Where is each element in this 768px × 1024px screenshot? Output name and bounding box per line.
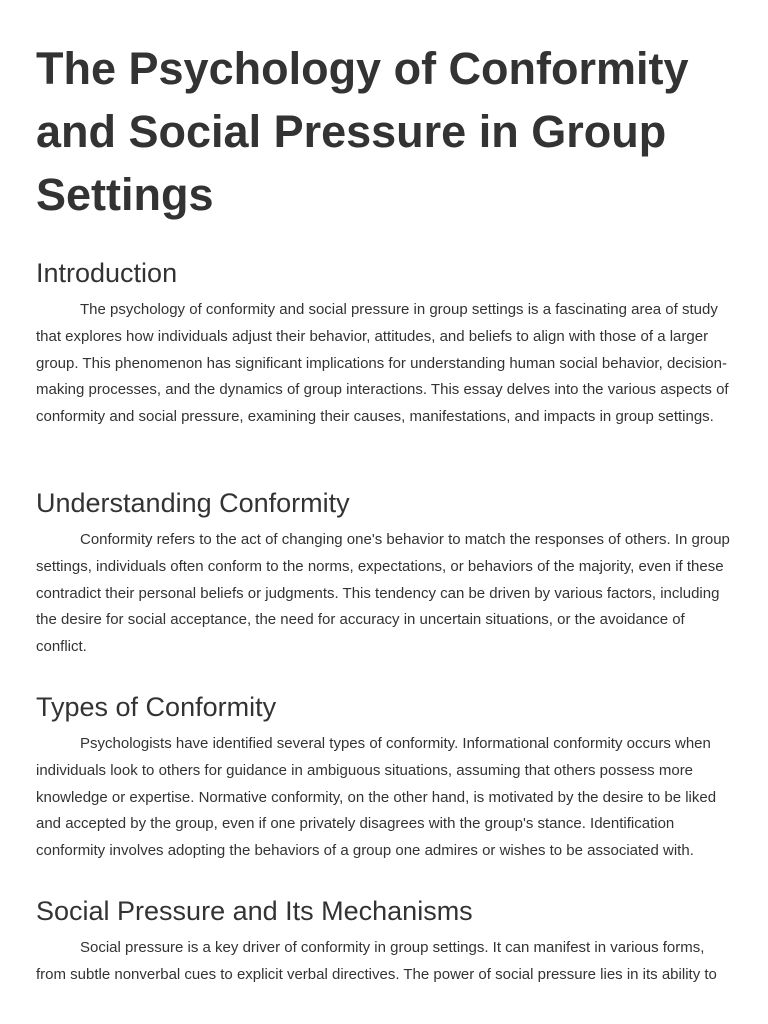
section-heading-introduction: Introduction [36, 258, 178, 288]
document-title: The Psychology of Conformity and Social Pressure in Group Settings [36, 43, 689, 220]
section-body-types-of-conformity: Psychologists have identified several types of conformity. Informational conformity occurs when individuals look to others for guidance in ambiguous situations, assuming that others possess more knowledge or expertise. Normative conformity, on the other hand, is motivated by the desire to be liked and accepted by the group, even if one privately disagrees with the group's stance. Identification conformity involves adopting the behaviors of a group one admires or wishes to be associated with. [36, 735, 717, 860]
section-heading-understanding-conformity: Understanding Conformity [36, 488, 350, 518]
section-heading-types-of-conformity: Types of Conformity [36, 692, 277, 722]
section-body-social-pressure: Social pressure is a key driver of conformity in group settings. It can manifest in various forms, from subtle nonverbal cues to explicit verbal directives. The power of social pressure lies in its ability to [36, 939, 717, 983]
section-heading-social-pressure: Social Pressure and Its Mechanisms [36, 896, 473, 926]
section-body-introduction: The psychology of conformity and social pressure in group settings is a fascinating area of study that explores how individuals adjust their behavior, attitudes, and beliefs to align with those of a larger group. This phenomenon has significant implications for understanding human social behavior, decision-making processes, and the dynamics of group interactions. This essay delves into the various aspects of conformity and social pressure, examining their causes, manifestations, and impacts in group settings. [36, 301, 729, 426]
section-body-understanding-conformity: Conformity refers to the act of changing one's behavior to match the responses of others. In group settings, individuals often conform to the norms, expectations, or behaviors of the majority, even if these contradict their personal beliefs or judgments. This tendency can be driven by various factors, including the desire for social acceptance, the need for accuracy in uncertain situations, or the avoidance of conflict. [36, 531, 730, 656]
